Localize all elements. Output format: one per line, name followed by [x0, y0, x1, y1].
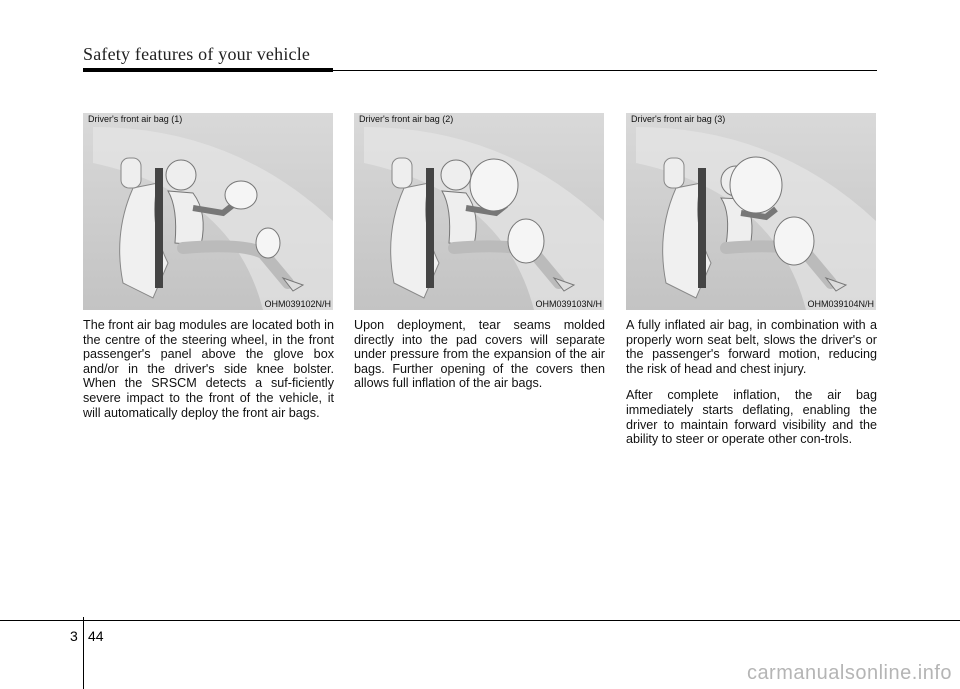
text-column-1 — [83, 318, 334, 432]
page-chapter: 3 — [70, 628, 78, 644]
figure-code: OHM039104N/H — [807, 299, 874, 309]
figure-code: OHM039102N/H — [264, 299, 331, 309]
text-column-3 — [626, 318, 877, 459]
paragraph: Upon deployment, tear seams molded directly into the pad covers will separate under pressure from the expansion of the air bags. Further opening of the covers then allows full inflation of the air bags. — [354, 318, 605, 391]
figure-airbag-2 — [354, 113, 604, 310]
footer-divider — [83, 617, 84, 689]
figure-caption: Driver's front air bag (3) — [631, 114, 726, 124]
header-rule-thin — [333, 70, 877, 71]
page-number: 44 — [88, 628, 104, 644]
section-header-title: Safety features of your vehicle — [83, 44, 311, 64]
airbag-illustration-1 — [83, 113, 333, 310]
figure-caption: Driver's front air bag (1) — [88, 114, 183, 124]
footer-rule — [0, 620, 960, 621]
airbag-illustration-2 — [354, 113, 604, 310]
text-column-2 — [354, 318, 605, 403]
watermark-link[interactable]: carmanualsonline.info — [746, 662, 952, 684]
paragraph: After complete inflation, the air bag immediately starts deflating, enabling the driver to maintain forward visibility and the ability to steer or operate other con-trols. — [626, 388, 877, 447]
figure-airbag-1 — [83, 113, 333, 310]
header-rule-thick — [83, 68, 333, 72]
airbag-illustration-3 — [626, 113, 876, 310]
paragraph: The front air bag modules are located both in the centre of the steering wheel, in the front passenger's panel above the glove box and/or in the driver's side knee bolster. When the SRSCM detects a suf-ficiently severe impact to the front of the vehicle, it will automatically deploy the front air bags. — [83, 318, 334, 420]
paragraph: A fully inflated air bag, in combination with a properly worn seat belt, slows the driver's or the passenger's forward motion, reducing the risk of head and chest injury. — [626, 318, 877, 376]
figure-airbag-3 — [626, 113, 876, 310]
figure-caption: Driver's front air bag (2) — [359, 114, 454, 124]
figure-code: OHM039103N/H — [535, 299, 602, 309]
